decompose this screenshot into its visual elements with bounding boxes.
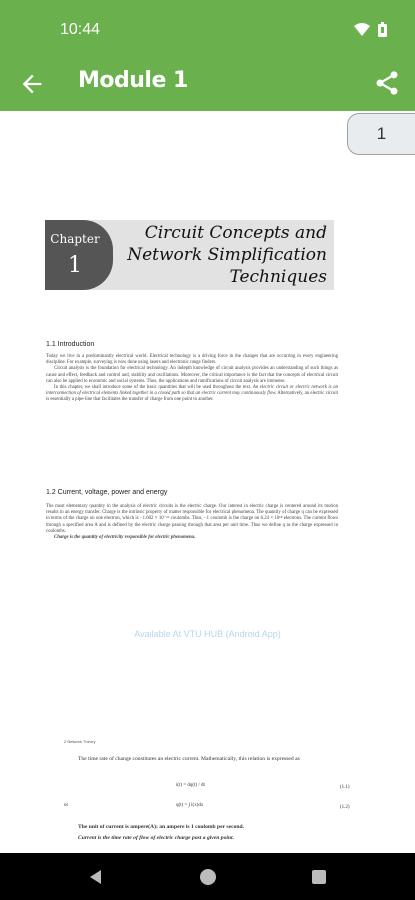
paragraph: The unit of current is ampere(A); an ampere is 1 coulomb per second. (78, 824, 244, 830)
definition: Current is the time rate of flow of electric charge past a given point. (78, 835, 234, 841)
paragraph: The time rate of change constitutes an electric current. Mathematically, this relation is expressed as (78, 756, 300, 762)
section-body (46, 354, 338, 404)
definition: Charge is the quantity of electricity responsible for electric phenomena. (54, 535, 196, 541)
circle-home-icon[interactable] (197, 866, 219, 888)
equation-number: (1.2) (340, 805, 350, 810)
triangle-back-icon[interactable] (85, 866, 107, 888)
section-heading: 1.1 Introduction (46, 341, 95, 348)
paragraph-definition: An electric circuit or electric network is an interconnection of electrical elements linked together in a closed path so that an electric current may continuously flow. (46, 385, 338, 397)
paragraph (46, 385, 338, 404)
wifi-icon (354, 23, 370, 36)
watermark: Available At VTU HUB (Android App) (134, 629, 281, 639)
section-body (46, 504, 338, 541)
equation: i(t) = dq(t) / dt (176, 783, 205, 788)
chapter-word: Chapter (50, 232, 100, 246)
status-icons (354, 22, 387, 37)
chapter-banner (45, 220, 334, 290)
section-heading: 1.2 Current, voltage, power and energy (46, 489, 168, 496)
paragraph-text: In this chapter, we shall introduce some of the basic quantities that will be used throughout the text. (54, 385, 252, 391)
navigation-bar (0, 853, 415, 900)
status-bar (0, 0, 415, 56)
app-bar (0, 56, 415, 111)
chapter-number: 1 (68, 253, 82, 278)
chapter-title: Circuit Concepts and Network Simplification Techniques (127, 223, 327, 287)
arrow-left-icon[interactable] (18, 70, 46, 98)
paragraph: Today we live in a predominantly electrical world. Electrical technology is a driving force in the changes that are occurring in every engineering discipline. For example, surveying is now done using lasers and electronic range finders. (46, 354, 338, 366)
equation-number: (1.1) (340, 785, 350, 790)
paragraph: The most elementary quantity in the analysis of electric circuits is the electric charge. Our interest in electric charge is centered around its motion results in an energy transfer. Charge is the intrinsic property of matter responsible for electrical phenomena. The quantity of charge q can be expressed in terms of the charge on one electron, which is −1.602 × 10⁻¹⁹ coulombs. Thus, −1 coulomb is the charge on 6.24 × 10¹⁸ electrons. The current flows through a specified area A and is defined by the electric charge passing through that area per unit time. Thus we define q as the charge expressed in coulombs. (46, 504, 338, 534)
pdf-viewer[interactable] (0, 111, 415, 853)
page-title: Module 1 (78, 68, 188, 93)
page-number-badge[interactable]: 1 (347, 113, 415, 155)
paragraph-text: Alternatively, an electric circuit is essentially a pipe-line that facilitates the transfer of charge from one point to another. (46, 391, 338, 403)
status-time: 10:44 (60, 21, 101, 38)
equation-prefix: or (64, 803, 69, 808)
battery-icon (378, 22, 387, 37)
square-recents-icon[interactable] (308, 866, 330, 888)
page-header: 2 Network Theory (64, 739, 96, 744)
paragraph: Circuit analysis is the foundation for electrical technology. An indepth knowledge of circuit analysis provides an understanding of such things as cause and effect, feedback and control and, stability and oscillations. Moreover, the critical importance is the fact that the concepts of electrical circuit can also be applied to economic and social systems. Thus, the applications and ramifications of circuit analysis are immense. (46, 366, 338, 384)
share-icon[interactable] (373, 69, 401, 97)
equation: q(t) = ∫ i(x)dx (176, 803, 204, 808)
